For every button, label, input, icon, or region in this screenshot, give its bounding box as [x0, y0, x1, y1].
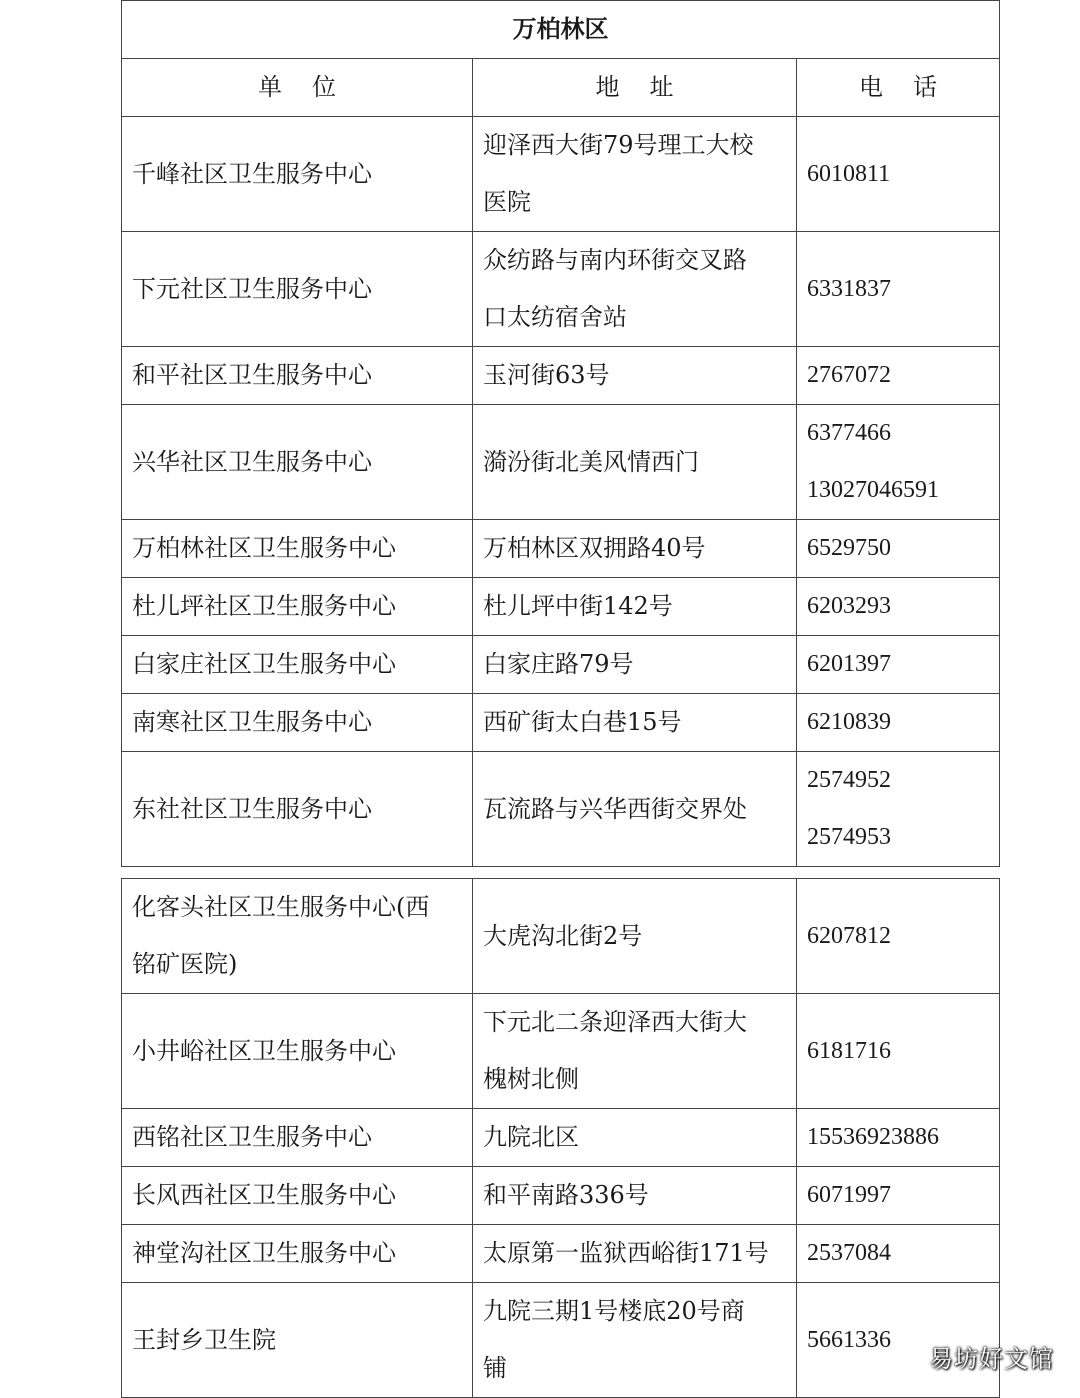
phone-cell: 15536923886 — [797, 1109, 1000, 1167]
unit-cell: 兴华社区卫生服务中心 — [122, 405, 473, 520]
unit-cell: 小井峪社区卫生服务中心 — [122, 994, 473, 1109]
unit-cell: 和平社区卫生服务中心 — [122, 347, 473, 405]
unit-cell: 化客头社区卫生服务中心(西 铭矿医院) — [122, 879, 473, 994]
header-row — [122, 59, 1000, 117]
district-row — [122, 1, 1000, 59]
phone-cell: 6529750 — [797, 520, 1000, 578]
unit-cell: 千峰社区卫生服务中心 — [122, 117, 473, 232]
table-row — [122, 117, 1000, 232]
phone-cell: 2574952 2574953 — [797, 752, 1000, 867]
table-row — [122, 879, 1000, 994]
phone-cell: 6210839 — [797, 694, 1000, 752]
address-cell: 和平南路336号 — [473, 1167, 797, 1225]
address-cell: 玉河街63号 — [473, 347, 797, 405]
unit-cell: 万柏林社区卫生服务中心 — [122, 520, 473, 578]
address-cell: 西矿街太白巷15号 — [473, 694, 797, 752]
address-cell: 漪汾街北美风情西门 — [473, 405, 797, 520]
phone-cell: 6331837 — [797, 232, 1000, 347]
phone-cell: 6201397 — [797, 636, 1000, 694]
address-cell: 迎泽西大街79号理工大校 医院 — [473, 117, 797, 232]
phone-cell: 5661336 — [797, 1283, 1000, 1398]
table-row — [122, 1167, 1000, 1225]
header-unit: 单位 — [122, 59, 473, 117]
table-row — [122, 232, 1000, 347]
phone-cell: 6203293 — [797, 578, 1000, 636]
unit-cell: 神堂沟社区卫生服务中心 — [122, 1225, 473, 1283]
table-row — [122, 752, 1000, 867]
table-row — [122, 1225, 1000, 1283]
unit-cell: 杜儿坪社区卫生服务中心 — [122, 578, 473, 636]
table-row — [122, 405, 1000, 520]
address-cell: 众纺路与南内环街交叉路 口太纺宿舍站 — [473, 232, 797, 347]
unit-cell: 白家庄社区卫生服务中心 — [122, 636, 473, 694]
table-row — [122, 1109, 1000, 1167]
unit-cell: 西铭社区卫生服务中心 — [122, 1109, 473, 1167]
phone-cell: 6071997 — [797, 1167, 1000, 1225]
unit-cell: 南寒社区卫生服务中心 — [122, 694, 473, 752]
table-row — [122, 1283, 1000, 1398]
phone-cell: 6010811 — [797, 117, 1000, 232]
address-cell: 杜儿坪中街142号 — [473, 578, 797, 636]
unit-cell: 王封乡卫生院 — [122, 1283, 473, 1398]
table-row — [122, 347, 1000, 405]
directory-table-1 — [121, 0, 1000, 867]
table-row — [122, 994, 1000, 1109]
address-cell: 九院北区 — [473, 1109, 797, 1167]
phone-cell: 6181716 — [797, 994, 1000, 1109]
address-cell: 万柏林区双拥路40号 — [473, 520, 797, 578]
table-row — [122, 520, 1000, 578]
address-cell: 下元北二条迎泽西大街大 槐树北侧 — [473, 994, 797, 1109]
phone-cell: 6207812 — [797, 879, 1000, 994]
table-row — [122, 578, 1000, 636]
table-row — [122, 694, 1000, 752]
phone-cell: 6377466 13027046591 — [797, 405, 1000, 520]
watermark: 易坊好文馆 — [929, 1345, 1054, 1373]
header-phone: 电话 — [797, 59, 1000, 117]
directory-table-2 — [121, 878, 1000, 1398]
address-cell: 大虎沟北街2号 — [473, 879, 797, 994]
address-cell: 太原第一监狱西峪街171号 — [473, 1225, 797, 1283]
phone-cell: 2767072 — [797, 347, 1000, 405]
unit-cell: 下元社区卫生服务中心 — [122, 232, 473, 347]
phone-cell: 2537084 — [797, 1225, 1000, 1283]
district-title: 万柏林区 — [122, 1, 1000, 59]
header-address: 地址 — [473, 59, 797, 117]
address-cell: 九院三期1号楼底20号商 铺 — [473, 1283, 797, 1398]
address-cell: 瓦流路与兴华西街交界处 — [473, 752, 797, 867]
address-cell: 白家庄路79号 — [473, 636, 797, 694]
unit-cell: 长风西社区卫生服务中心 — [122, 1167, 473, 1225]
table-row — [122, 636, 1000, 694]
unit-cell: 东社社区卫生服务中心 — [122, 752, 473, 867]
